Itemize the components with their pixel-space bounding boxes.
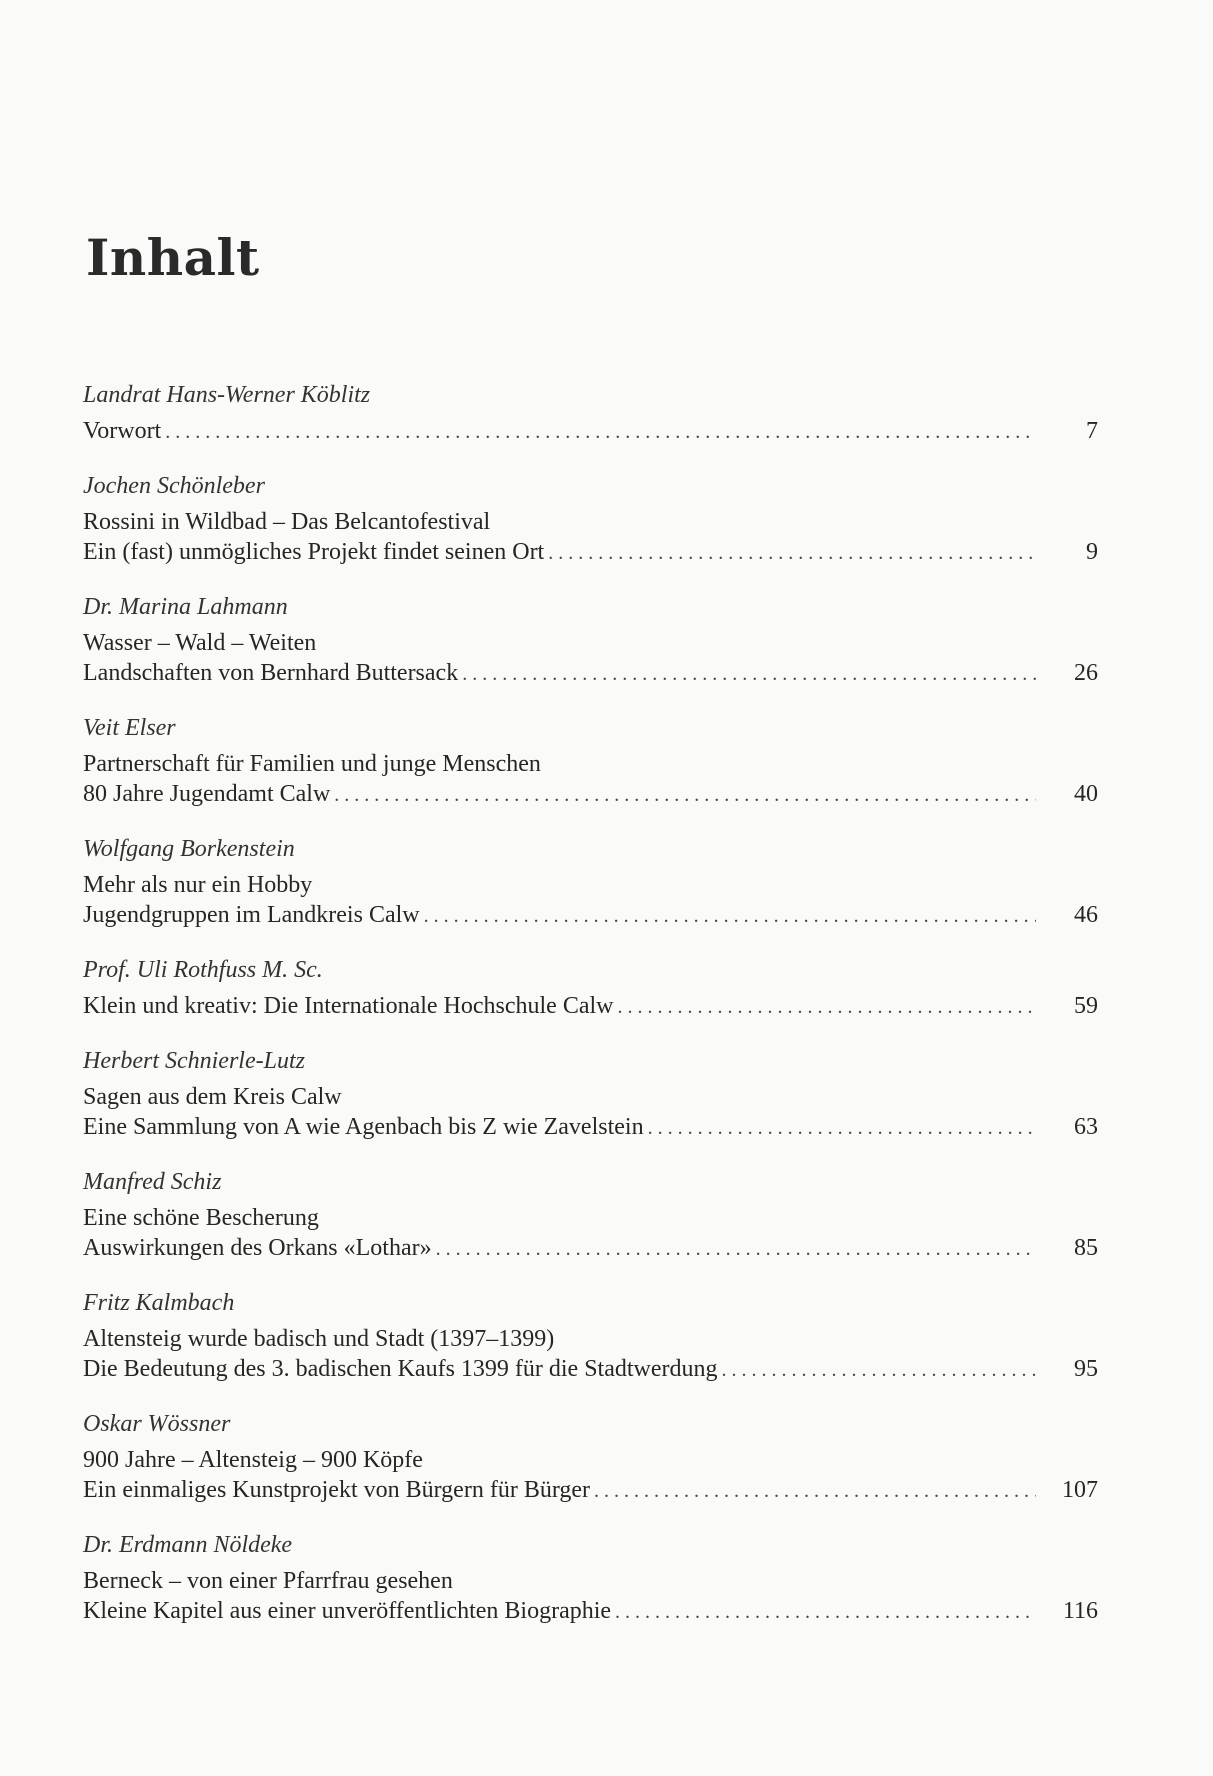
page-title: Inhalt	[86, 228, 260, 287]
page-number: 85	[1074, 1235, 1098, 1261]
toc-entry	[83, 1040, 1098, 1142]
page-number: 116	[1062, 1598, 1098, 1624]
entry-subtitle: Kleine Kapitel aus einer unveröffentlichten Biographie	[83, 1598, 612, 1624]
entry-subtitle-line	[83, 1475, 1098, 1505]
entry-subtitle: Eine Sammlung von A wie Agenbach bis Z wie Zavelstein	[83, 1114, 644, 1140]
entry-subtitle: 80 Jahre Jugendamt Calw	[83, 781, 331, 807]
entry-author: Jochen Schönleber	[83, 473, 265, 499]
entry-subtitle-line	[83, 900, 1098, 930]
entry-subtitle-line	[83, 779, 1098, 809]
entry-title: Partnerschaft für Familien und junge Menschen	[83, 751, 541, 777]
entry-subtitle: Landschaften von Bernhard Buttersack	[83, 660, 459, 686]
toc-entry	[83, 374, 1098, 446]
toc-entry	[83, 1282, 1098, 1384]
page-number: 40	[1074, 781, 1098, 807]
dot-leader	[436, 1234, 1036, 1264]
entry-author: Oskar Wössner	[83, 1411, 231, 1437]
entry-subtitle-line	[83, 1233, 1098, 1263]
entry-subtitle-line	[83, 1354, 1098, 1384]
entry-title: Berneck – von einer Pfarrfrau gesehen	[83, 1568, 453, 1594]
page-number: 95	[1074, 1356, 1098, 1382]
entry-author: Fritz Kalmbach	[83, 1290, 235, 1316]
entry-author: Dr. Marina Lahmann	[83, 594, 288, 620]
dot-leader	[648, 1113, 1036, 1143]
page-number: 59	[1074, 993, 1098, 1019]
entry-subtitle: Die Bedeutung des 3. badischen Kaufs 1399 für die Stadtwerdung	[83, 1356, 718, 1382]
entry-author: Landrat Hans-Werner Köblitz	[83, 382, 371, 408]
toc-entry	[83, 1161, 1098, 1263]
entry-author: Manfred Schiz	[83, 1169, 222, 1195]
toc-entry	[83, 828, 1098, 930]
entry-subtitle: Ein (fast) unmögliches Projekt findet seinen Ort	[83, 539, 545, 565]
page-number: 7	[1086, 418, 1098, 444]
page-number: 26	[1074, 660, 1098, 686]
entry-title: Wasser – Wald – Weiten	[83, 630, 317, 656]
entry-author: Dr. Erdmann Nöldeke	[83, 1532, 293, 1558]
dot-leader	[618, 992, 1037, 1022]
page-number: 107	[1062, 1477, 1098, 1503]
entry-title: Mehr als nur ein Hobby	[83, 872, 313, 898]
toc-entry	[83, 586, 1098, 688]
entry-title-line	[83, 991, 1098, 1021]
entry-subtitle: Ein einmaliges Kunstprojekt von Bürgern für Bürger	[83, 1477, 591, 1503]
dot-leader	[594, 1476, 1036, 1506]
dot-leader	[424, 901, 1036, 931]
entry-title-line	[83, 416, 1098, 446]
dot-leader	[334, 780, 1036, 810]
entry-title: Klein und kreativ: Die Internationale Hochschule Calw	[83, 993, 614, 1019]
toc-entry	[83, 707, 1098, 809]
entry-subtitle-line	[83, 658, 1098, 688]
table-of-contents	[83, 374, 1098, 1626]
dot-leader	[165, 417, 1036, 447]
entry-title: Eine schöne Bescherung	[83, 1205, 319, 1231]
entry-title: Altensteig wurde badisch und Stadt (1397–1399)	[83, 1326, 555, 1352]
entry-author: Veit Elser	[83, 715, 176, 741]
toc-entry	[83, 1524, 1098, 1626]
toc-entry	[83, 1403, 1098, 1505]
entry-title: Sagen aus dem Kreis Calw	[83, 1084, 342, 1110]
toc-entry	[83, 465, 1098, 567]
dot-leader	[722, 1355, 1036, 1385]
entry-author: Prof. Uli Rothfuss M. Sc.	[83, 957, 323, 983]
page-number: 46	[1074, 902, 1098, 928]
entry-subtitle-line	[83, 537, 1098, 567]
entry-subtitle-line	[83, 1596, 1098, 1626]
dot-leader	[615, 1597, 1036, 1627]
page-number: 63	[1074, 1114, 1098, 1140]
page-number: 9	[1086, 539, 1098, 565]
entry-author: Herbert Schnierle-Lutz	[83, 1048, 305, 1074]
dot-leader	[462, 659, 1036, 689]
entry-subtitle: Auswirkungen des Orkans «Lothar»	[83, 1235, 432, 1261]
toc-entry	[83, 949, 1098, 1021]
entry-author: Wolfgang Borkenstein	[83, 836, 295, 862]
entry-subtitle-line	[83, 1112, 1098, 1142]
entry-title: Vorwort	[83, 418, 162, 444]
dot-leader	[548, 538, 1036, 568]
entry-title: Rossini in Wildbad – Das Belcantofestival	[83, 509, 491, 535]
entry-subtitle: Jugendgruppen im Landkreis Calw	[83, 902, 420, 928]
entry-title: 900 Jahre – Altensteig – 900 Köpfe	[83, 1447, 423, 1473]
